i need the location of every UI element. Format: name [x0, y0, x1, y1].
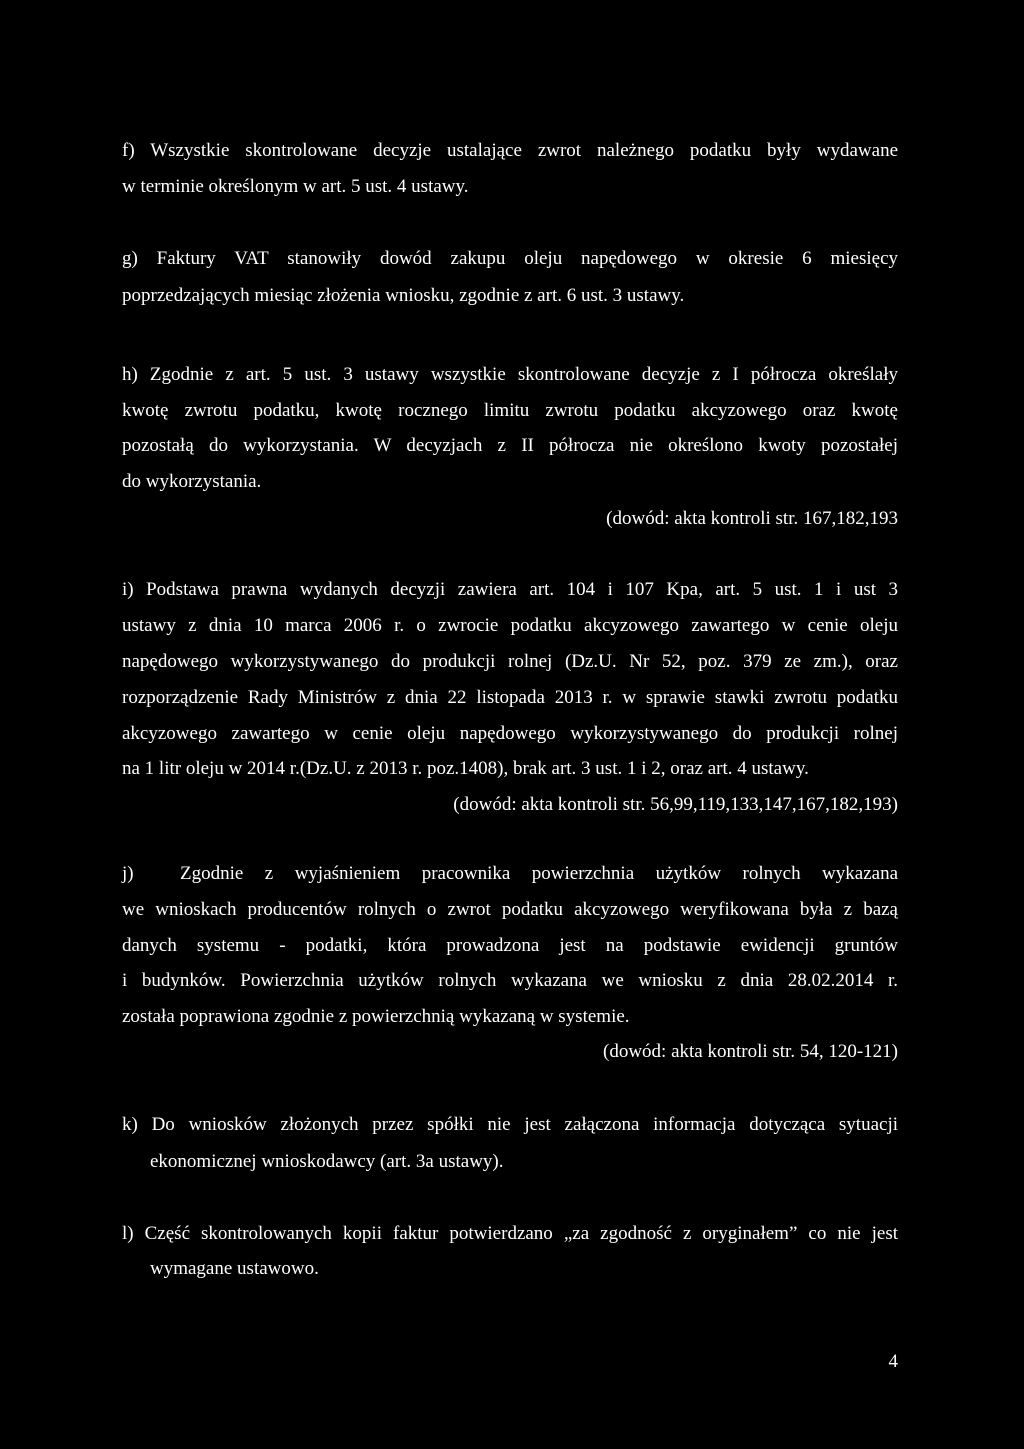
- paragraph-h-line-4: do wykorzystania.: [122, 471, 262, 492]
- paragraph-h-line-1: h) Zgodnie z art. 5 ust. 3 ustawy wszystkie skontrolowane decyzje z I półrocza określały: [122, 364, 898, 385]
- page-number: 4: [888, 1351, 898, 1372]
- paragraph-h-evidence: (dowód: akta kontroli str. 167,182,193: [606, 508, 898, 529]
- paragraph-g-line-1: g) Faktury VAT stanowiły dowód zakupu oleju napędowego w okresie 6 miesięcy: [122, 248, 898, 269]
- paragraph-i-line-5: akcyzowego zawartego w cenie oleju napędowego wykorzystywanego do produkcji rolnej: [122, 723, 898, 744]
- paragraph-j-line-1: [122, 862, 898, 886]
- paragraph-k-line-2: ekonomicznej wnioskodawcy (art. 3a ustawy).: [150, 1151, 504, 1172]
- paragraph-l-line-1: l) Część skontrolowanych kopii faktur potwierdzano „za zgodność z oryginałem” co nie jest: [122, 1223, 898, 1244]
- paragraph-i-evidence: (dowód: akta kontroli str. 56,99,119,133,147,167,182,193): [453, 794, 898, 815]
- paragraph-f-line-1: f) Wszystkie skontrolowane decyzje ustalające zwrot należnego podatku były wydawane: [122, 140, 898, 161]
- paragraph-j-line-5: została poprawiona zgodnie z powierzchnią wykazaną w systemie.: [122, 1006, 630, 1027]
- paragraph-j-label: j): [122, 863, 134, 884]
- paragraph-g-line-2: poprzedzających miesiąc złożenia wniosku, zgodnie z art. 6 ust. 3 ustawy.: [122, 285, 685, 306]
- paragraph-h-line-2: kwotę zwrotu podatku, kwotę rocznego limitu zwrotu podatku akcyzowego oraz kwotę: [122, 400, 898, 421]
- paragraph-i-line-4: rozporządzenie Rady Ministrów z dnia 22 listopada 2013 r. w sprawie stawki zwrotu podatku: [122, 687, 898, 708]
- paragraph-h-line-3: pozostałą do wykorzystania. W decyzjach z II półrocza nie określono kwoty pozostałej: [122, 435, 898, 456]
- paragraph-j-line-3: danych systemu - podatki, która prowadzona jest na podstawie ewidencji gruntów: [122, 935, 898, 956]
- paragraph-k-line-1: k) Do wniosków złożonych przez spółki nie jest załączona informacja dotycząca sytuacji: [122, 1114, 898, 1135]
- paragraph-j-line-1-text: Zgodnie z wyjaśnieniem pracownika powierzchnia użytków rolnych wykazana: [180, 863, 898, 884]
- paragraph-l-line-2: wymagane ustawowo.: [150, 1258, 319, 1279]
- paragraph-j-line-4: i budynków. Powierzchnia użytków rolnych wykazana we wniosku z dnia 28.02.2014 r.: [122, 970, 898, 991]
- paragraph-i-line-3: napędowego wykorzystywanego do produkcji rolnej (Dz.U. Nr 52, poz. 379 ze zm.), oraz: [122, 651, 898, 672]
- paragraph-j-line-2: we wnioskach producentów rolnych o zwrot podatku akcyzowego weryfikowana była z bazą: [122, 899, 898, 920]
- paragraph-i-line-1: i) Podstawa prawna wydanych decyzji zawiera art. 104 i 107 Kpa, art. 5 ust. 1 i ust 3: [122, 579, 898, 600]
- paragraph-i-line-6: na 1 litr oleju w 2014 r.(Dz.U. z 2013 r. poz.1408), brak art. 3 ust. 1 i 2, oraz art. 4 ustawy.: [122, 758, 809, 779]
- paragraph-f-line-2: w terminie określonym w art. 5 ust. 4 ustawy.: [122, 176, 469, 197]
- paragraph-j-evidence: (dowód: akta kontroli str. 54, 120-121): [603, 1041, 898, 1062]
- paragraph-i-line-2: ustawy z dnia 10 marca 2006 r. o zwrocie podatku akcyzowego zawartego w cenie oleju: [122, 615, 898, 636]
